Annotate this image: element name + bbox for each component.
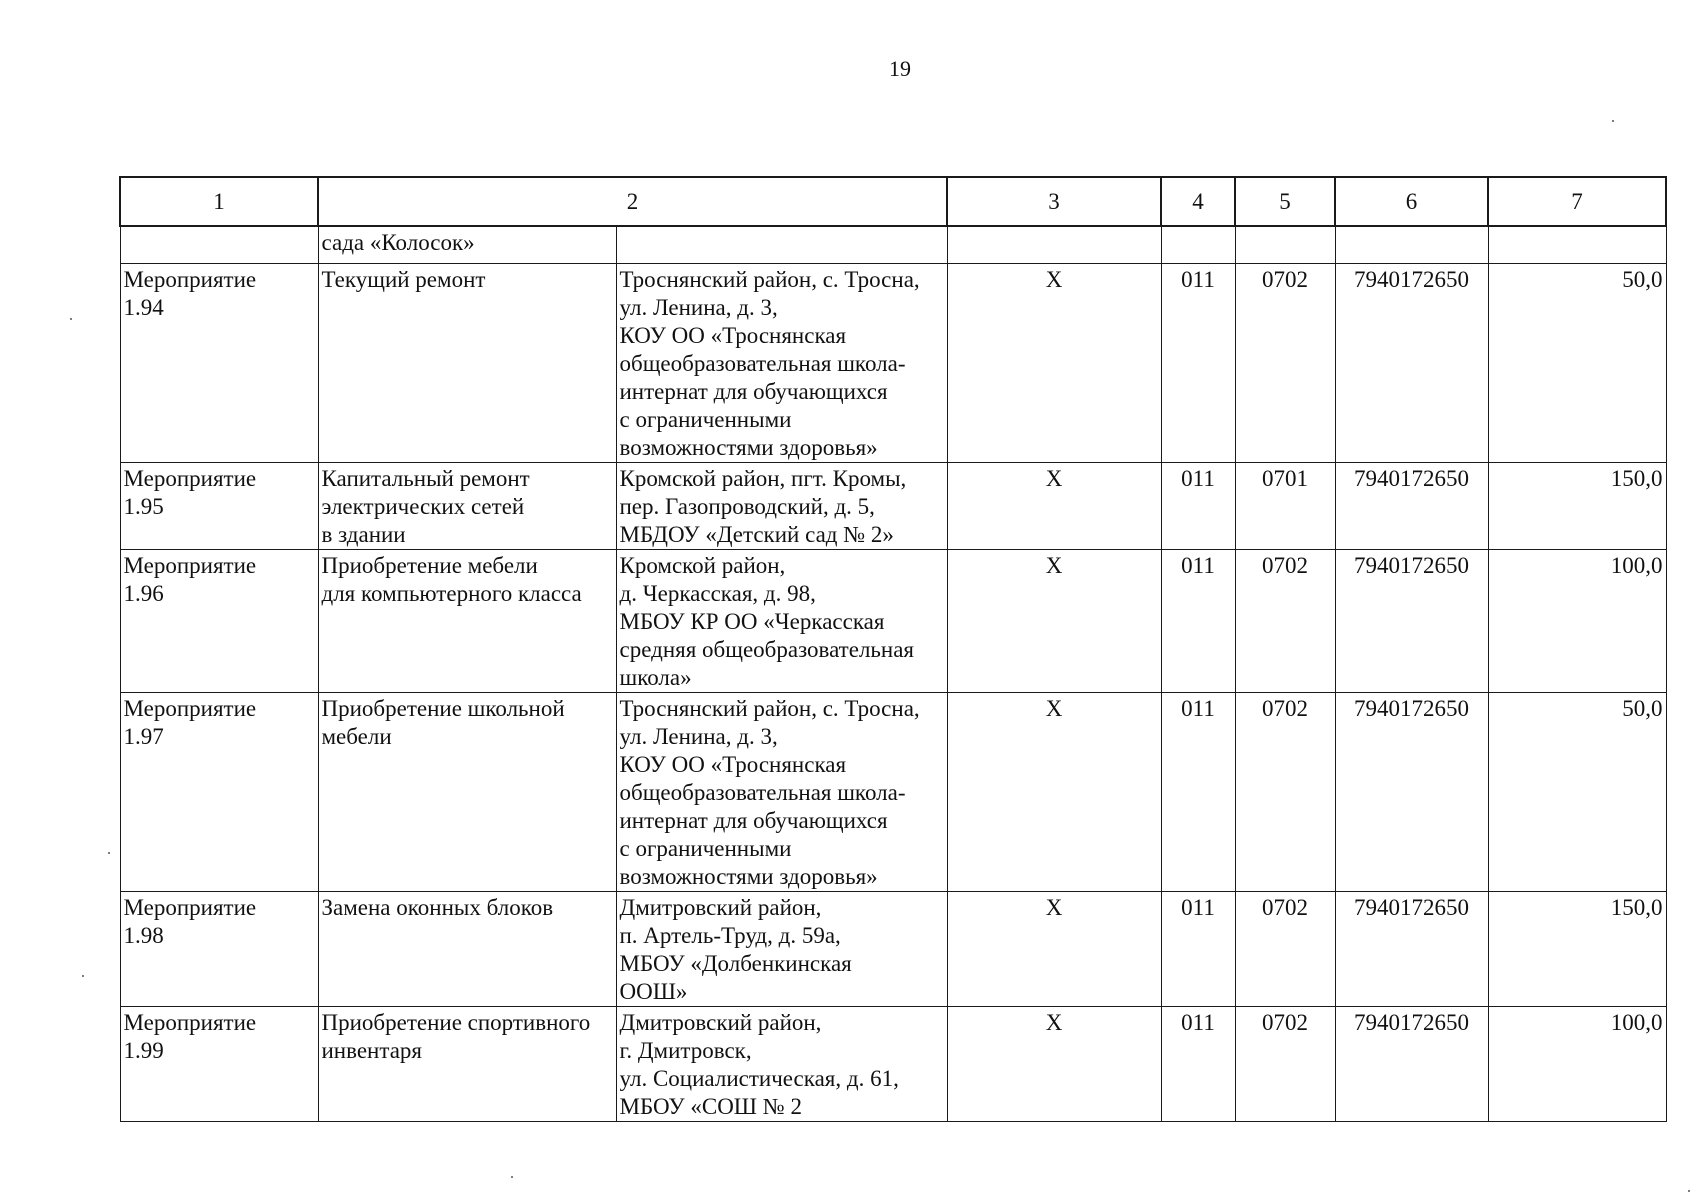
col5-value: 0702 [1235, 264, 1335, 463]
continuation-row [120, 226, 1666, 264]
col5-value: 0702 [1235, 1007, 1335, 1122]
empty-cell [120, 226, 318, 264]
header-row [120, 177, 1666, 226]
measure-address: Дмитровский район, п. Артель-Труд, д. 59а, МБОУ «Долбенкинская ООШ» [616, 892, 947, 1007]
col4-value: 011 [1161, 693, 1235, 892]
header-cell-1: 1 [120, 177, 318, 226]
scan-speck [108, 852, 110, 854]
col5-value: 0702 [1235, 550, 1335, 693]
measure-id: Мероприятие 1.97 [120, 693, 318, 892]
col6-value: 7940172650 [1335, 463, 1488, 550]
col5-value: 0701 [1235, 463, 1335, 550]
empty-cell [1335, 226, 1488, 264]
col5-value: 0702 [1235, 693, 1335, 892]
empty-cell [1161, 226, 1235, 264]
measure-id: Мероприятие 1.99 [120, 1007, 318, 1122]
measure-name: Приобретение школьной мебели [318, 693, 616, 892]
table-row [120, 892, 1666, 1007]
measure-address: Дмитровский район, г. Дмитровск, ул. Социалистическая, д. 61, МБОУ «СОШ № 2 [616, 1007, 947, 1122]
measure-address: Троснянский район, с. Тросна, ул. Ленина, д. 3, КОУ ОО «Троснянская общеобразовательная школа- интернат для обучающихся с ограниченными возможностями здоровья» [616, 693, 947, 892]
scan-speck [511, 1176, 513, 1178]
measure-id: Мероприятие 1.96 [120, 550, 318, 693]
measure-address: Троснянский район, с. Тросна, ул. Ленина, д. 3, КОУ ОО «Троснянская общеобразовательная школа- интернат для обучающихся с ограниченными возможностями здоровья» [616, 264, 947, 463]
col6-value: 7940172650 [1335, 693, 1488, 892]
header-cell-6: 6 [1335, 177, 1488, 226]
measure-id: Мероприятие 1.98 [120, 892, 318, 1007]
col7-value: 150,0 [1488, 892, 1666, 1007]
scan-speck [1612, 120, 1614, 122]
header-cell-2: 2 [318, 177, 947, 226]
col6-value: 7940172650 [1335, 892, 1488, 1007]
col7-value: 50,0 [1488, 693, 1666, 892]
col4-value: 011 [1161, 1007, 1235, 1122]
measure-name: Капитальный ремонт электрических сетей в здании [318, 463, 616, 550]
empty-cell [616, 226, 947, 264]
col7-value: 50,0 [1488, 264, 1666, 463]
empty-cell [1235, 226, 1335, 264]
col4-value: 011 [1161, 264, 1235, 463]
col4-value: 011 [1161, 550, 1235, 693]
col3-value: Х [947, 693, 1161, 892]
col6-value: 7940172650 [1335, 264, 1488, 463]
col3-value: Х [947, 264, 1161, 463]
col7-value: 150,0 [1488, 463, 1666, 550]
col7-value: 100,0 [1488, 550, 1666, 693]
page-number: 19 [889, 56, 911, 81]
table-body [120, 177, 1666, 1122]
header-cell-7: 7 [1488, 177, 1666, 226]
measure-name: Текущий ремонт [318, 264, 616, 463]
col3-value: Х [947, 463, 1161, 550]
measure-id: Мероприятие 1.94 [120, 264, 318, 463]
header-cell-3: 3 [947, 177, 1161, 226]
table-row [120, 550, 1666, 693]
empty-cell [947, 226, 1161, 264]
col4-value: 011 [1161, 463, 1235, 550]
table-row [120, 264, 1666, 463]
budget-table [119, 176, 1667, 1122]
table-row [120, 693, 1666, 892]
continuation-text: сада «Колосок» [318, 226, 616, 264]
scan-speck [70, 318, 72, 320]
measure-address: Кромской район, пгт. Кромы, пер. Газопроводский, д. 5, МБДОУ «Детский сад № 2» [616, 463, 947, 550]
measure-address: Кромской район, д. Черкасская, д. 98, МБОУ КР ОО «Черкасская средняя общеобразовательная школа» [616, 550, 947, 693]
header-cell-4: 4 [1161, 177, 1235, 226]
scan-speck [82, 975, 84, 977]
measure-id: Мероприятие 1.95 [120, 463, 318, 550]
col7-value: 100,0 [1488, 1007, 1666, 1122]
measure-name: Замена оконных блоков [318, 892, 616, 1007]
header-cell-5: 5 [1235, 177, 1335, 226]
col4-value: 011 [1161, 892, 1235, 1007]
col3-value: Х [947, 550, 1161, 693]
col6-value: 7940172650 [1335, 550, 1488, 693]
measure-name: Приобретение спортивного инвентаря [318, 1007, 616, 1122]
col3-value: Х [947, 1007, 1161, 1122]
measure-name: Приобретение мебели для компьютерного класса [318, 550, 616, 693]
col6-value: 7940172650 [1335, 1007, 1488, 1122]
empty-cell [1488, 226, 1666, 264]
col3-value: Х [947, 892, 1161, 1007]
table-row [120, 1007, 1666, 1122]
scan-speck [1688, 1190, 1690, 1192]
table-row [120, 463, 1666, 550]
col5-value: 0702 [1235, 892, 1335, 1007]
